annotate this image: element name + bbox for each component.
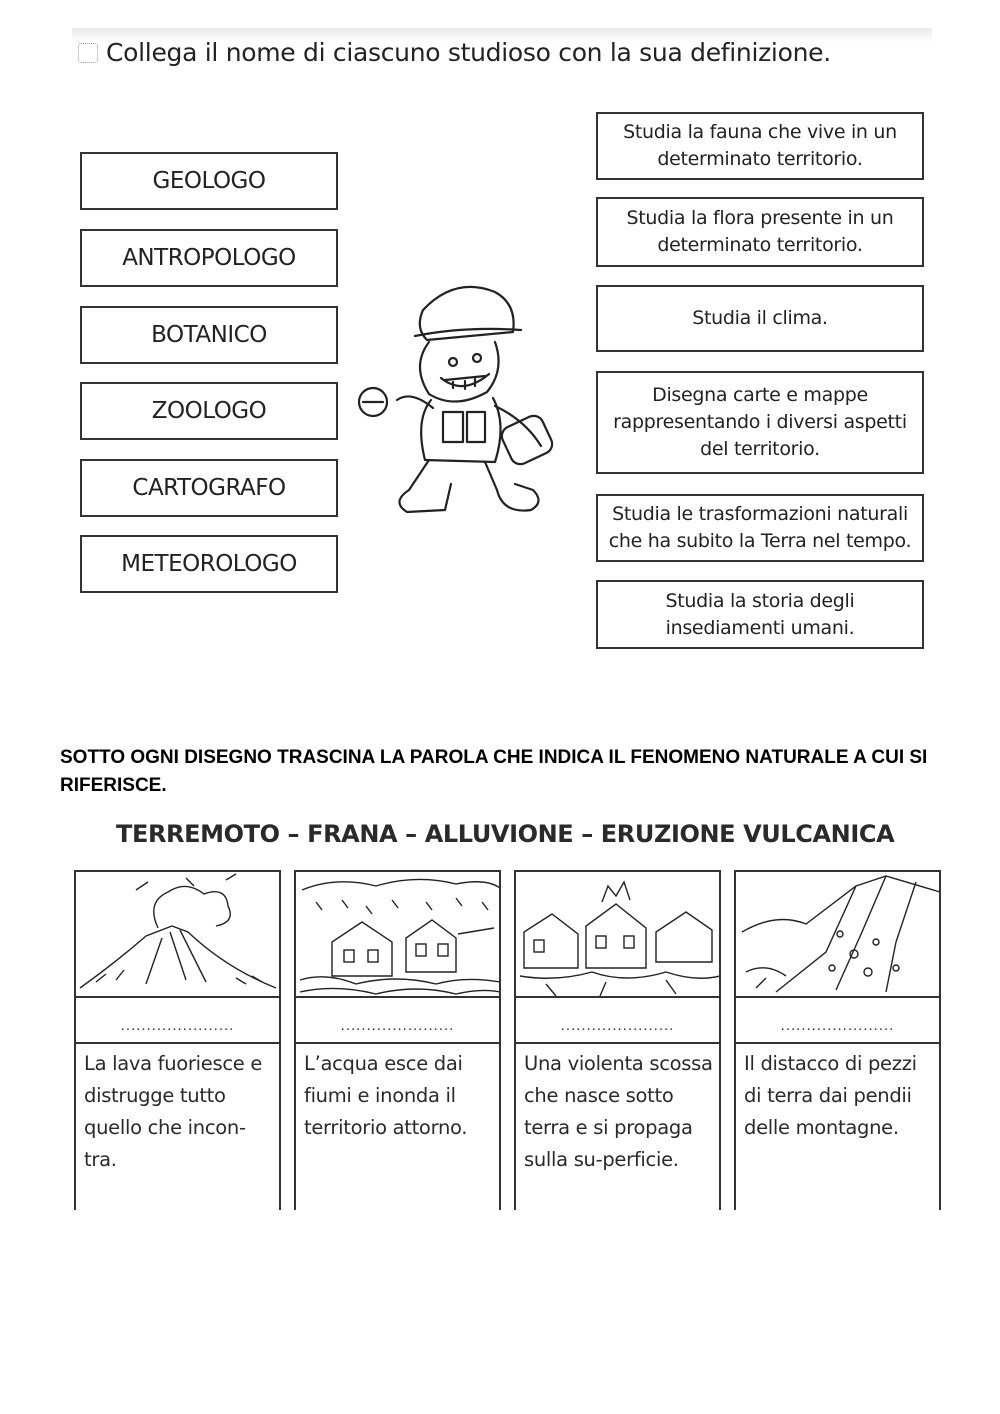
drop-blank-4[interactable]: ...................... xyxy=(736,998,939,1044)
term-meteorologo[interactable]: METEOROLOGO xyxy=(80,535,338,593)
exercise1-instruction: Collega il nome di ciascuno studioso con la sua definizione. xyxy=(78,38,831,67)
definition-insediamenti[interactable]: Studia la storia degli insediamenti umani. xyxy=(596,580,924,649)
definition-trasformazioni[interactable]: Studia le trasformazioni naturali che ha subito la Terra nel tempo. xyxy=(596,494,924,562)
definition-carte[interactable]: Disegna carte e mappe rappresentando i diversi aspetti del territorio. xyxy=(596,371,924,474)
phenomena-grid xyxy=(74,870,942,1210)
earthquake-drawing xyxy=(516,870,719,998)
volcano-drawing xyxy=(76,870,279,998)
volcano-icon xyxy=(76,872,279,998)
definition-flora[interactable]: Studia la flora presente in un determinato territorio. xyxy=(596,197,924,267)
definition-fauna[interactable]: Studia la fauna che vive in un determinato territorio. xyxy=(596,112,924,180)
term-zoologo[interactable]: ZOOLOGO xyxy=(80,382,338,440)
description-1: La lava fuoriesce e distrugge tutto quello che incon-tra. xyxy=(84,1052,263,1171)
term-botanico[interactable]: BOTANICO xyxy=(80,306,338,364)
landslide-drawing xyxy=(736,870,939,998)
description-3: Una violenta scossa che nasce sotto terra e si propaga sulla su-perficie. xyxy=(524,1052,713,1171)
term-cartografo[interactable]: CARTOGRAFO xyxy=(80,459,338,517)
flood-drawing xyxy=(296,870,499,998)
explorer-illustration xyxy=(345,270,585,530)
card-landslide xyxy=(734,870,941,1210)
drop-blank-1[interactable]: ...................... xyxy=(76,998,279,1044)
term-geologo[interactable]: GEOLOGO xyxy=(80,152,338,210)
term-antropologo[interactable]: ANTROPOLOGO xyxy=(80,229,338,287)
landslide-icon xyxy=(736,872,939,998)
definition-clima[interactable]: Studia il clima. xyxy=(596,285,924,352)
card-volcano xyxy=(74,870,281,1210)
drop-blank-2[interactable]: ...................... xyxy=(296,998,499,1044)
pencil-icon xyxy=(78,43,98,63)
word-bank: TERREMOTO – FRANA – ALLUVIONE – ERUZIONE VULCANICA xyxy=(116,820,895,848)
flood-icon xyxy=(296,872,499,998)
drop-blank-3[interactable]: ...................... xyxy=(516,998,719,1044)
card-earthquake xyxy=(514,870,721,1210)
description-2: L’acqua esce dai fiumi e inonda il territorio attorno. xyxy=(304,1052,468,1139)
description-4: Il distacco di pezzi di terra dai pendii delle montagne. xyxy=(744,1052,917,1139)
card-flood xyxy=(294,870,501,1210)
exercise2-instruction: SOTTO OGNI DISEGNO TRASCINA LA PAROLA CHE INDICA IL FENOMENO NATURALE A CUI SI RIFERISCE. xyxy=(60,747,928,796)
earthquake-icon xyxy=(516,872,719,998)
